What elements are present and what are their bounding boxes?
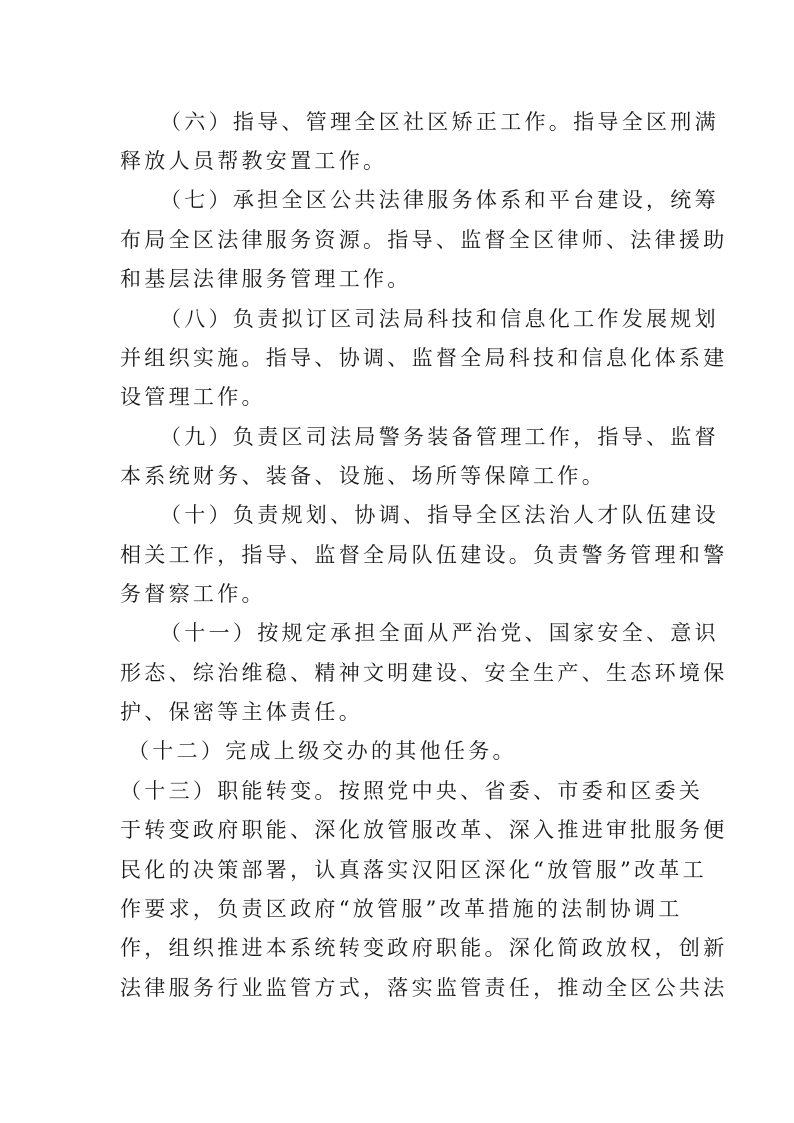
text-line-6: （八）负责拟订区司法局科技和信息化工作发展规划 (160, 307, 719, 331)
text-line-18: （十三）职能转变。按照党中央、省委、市委和区委关 (120, 779, 704, 803)
text-line-11: （十）负责规划、协调、指导全区法治人才队伍建设 (160, 503, 719, 527)
text-line-3: （七）承担全区公共法律服务体系和平台建设，统筹 (160, 188, 719, 212)
text-line-23: 法律服务行业监管方式，落实监管责任，推动全区公共法 (120, 976, 728, 1000)
text-line-16: 护、保密等主体责任。 (120, 700, 363, 724)
text-line-4: 布局全区法律服务资源。指导、监督全区律师、法律援助 (120, 228, 728, 252)
text-line-13: 务督察工作。 (120, 582, 266, 606)
text-line-10: 本系统财务、装备、设施、场所等保障工作。 (120, 464, 606, 488)
text-line-9: （九）负责区司法局警务装备管理工作，指导、监督 (160, 425, 719, 449)
text-line-2: 释放人员帮教安置工作。 (120, 149, 388, 173)
text-line-19: 于转变政府职能、深化放管服改革、深入推进审批服务便 (120, 818, 728, 842)
text-line-21: 作要求，负责区政府“放管服”改革措施的法制协调工 (120, 897, 683, 921)
text-line-22: 作，组织推进本系统转变政府职能。深化简政放权，创新 (120, 936, 728, 960)
text-line-8: 设管理工作。 (120, 385, 266, 409)
text-line-20: 民化的决策部署，认真落实汉阳区深化“放管服”改革工 (120, 858, 707, 882)
text-line-17: （十二）完成上级交办的其他任务。 (128, 739, 517, 763)
text-line-15: 形态、综治维稳、精神文明建设、安全生产、生态环境保 (120, 661, 728, 685)
text-line-14: （十一）按规定承担全面从严治党、国家安全、意识 (160, 621, 719, 645)
text-line-1: （六）指导、管理全区社区矫正工作。指导全区刑满 (160, 110, 719, 134)
text-line-12: 相关工作，指导、监督全局队伍建设。负责警务管理和警 (120, 543, 728, 567)
text-line-5: 和基层法律服务管理工作。 (120, 267, 412, 291)
text-line-7: 并组织实施。指导、协调、监督全局科技和信息化体系建 (120, 346, 728, 370)
